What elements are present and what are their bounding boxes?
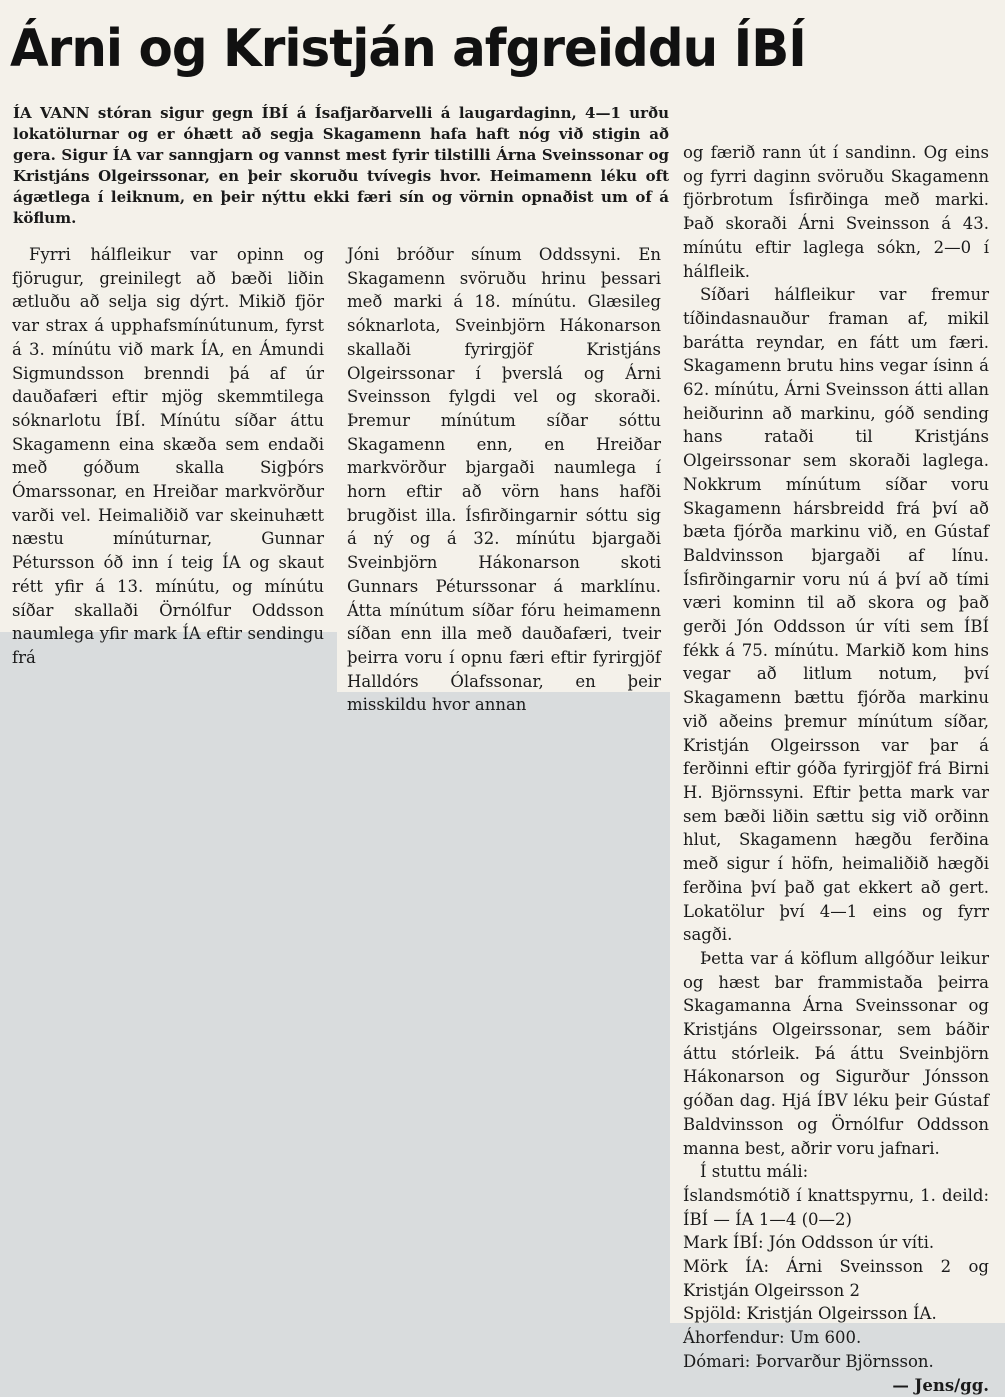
column-3-paragraph-3: Þetta var á köflum allgóður leikur og hæst bar frammistaða þeirra Skagamanna Árna Sveinssonar og Kristjáns Olgeirssonar, sem báðir áttu stórleik. Þá áttu Sveinbjörn Hákonarson og Sigurður Jónsson góðan dag. Hjá ÍBV léku þeir Gústaf Baldvinsson og Örnólfur Oddsson manna best, aðrir voru jafnari. (683, 948, 989, 1158)
headline: Árni og Kristján afgreiddu ÍBÍ (10, 19, 806, 79)
facts-league-result: Íslandsmótið í knattspyrnu, 1. deild: ÍBÍ — ÍA 1—4 (0—2) (683, 1185, 989, 1229)
column-2-text: Jóni bróður sínum Oddssyni. En Skagamenn svöruðu hrinu þessari með marki á 18. mínútu. Glæsileg sóknarlota, Sveinbjörn Hákonarson skallaði fyrirgjöf Kristjáns Olgeirssonar í þverslá og Árni Sveinsson fylgdi vel og skoraði. Þremur mínútum síðar sóttu Skagamenn enn, en Hreiðar markvörður bjargaði naumlega í horn eftir að vörn hans hafði brugðist illa. Ísfirðingarnir sóttu sig á ný og á 32. mínútu bjargaði Sveinbjörn Hákonarson skoti Gunnars Péturssonar á marklínu. Átta mínútum síðar fóru heimamenn síðan enn illa með dauðafæri, tveir þeirra voru í opnu færi eftir fyrirgjöf Halldórs Ólafssonar, en þeir misskildu hvor annan (347, 245, 661, 715)
column-1-text: Fyrri hálfleikur var opinn og fjörugur, greinilegt að bæði liðin ætluðu að selja sig dýrt. Mikið fjör var strax á upphafsmínútunum, fyrst á 3. mínútu við mark ÍA, en Ámundi Sigmundsson brenndi þá af úr dauðafæri eftir mjög skemmtilega sóknarlotu ÍBÍ. Mínútu síðar áttu Skagamenn eina skæða sem endaði með góðum skalla Sigþórs Ómarssonar, en Hreiðar markvörður varði vel. Heimaliðið var skeinuhætt næstu mínúturnar, Gunnar Pétursson óð inn í teig ÍA og skaut rétt yfir á 13. mínútu, og mínútu síðar skallaði Örnólfur Oddsson naumlega yfir mark ÍA eftir sendingu frá (12, 245, 324, 667)
facts-cards: Spjöld: Kristján Olgeirsson ÍA. (683, 1304, 937, 1324)
author-signature: — Jens/gg. (892, 1375, 989, 1395)
facts-goal-ibi: Mark ÍBÍ: Jón Oddsson úr víti. (683, 1233, 935, 1253)
facts-goals-ia: Mörk ÍA: Árni Sveinsson 2 og Kristján Olgeirsson 2 (683, 1257, 989, 1300)
facts-referee: Dómari: Þorvarður Björnsson. (683, 1351, 934, 1371)
facts-attendance: Áhorfendur: Um 600. (683, 1328, 862, 1348)
match-facts-box (683, 1160, 989, 1397)
article-column-3 (683, 141, 989, 1397)
facts-intro: Í stuttu máli: (700, 1162, 809, 1182)
column-3-paragraph-2: Síðari hálfleikur var fremur tíðindasnauður framan af, mikil barátta reyndar, en fátt um færi. Skagamenn brutu hins vegar ísinn á 62. mínútu, Árni Sveinsson átti allan heiðurinn að markinu, góð sending hans rataði til Kristjáns Olgeirssonar sem skoraði laglega. Nokkrum mínútum síðar voru Skagamenn hársbreidd frá því að bæta fjórða markinu við, en Gústaf Baldvinsson bjargaði af línu. Ísfirðingarnir voru nú á því að tími væri kominn til að skora og það gerði Jón Oddsson úr víti sem ÍBÍ fékk á 75. mínútu. Markið kom hins vegar að litlum notum, því Skagamenn bættu fjórða markinu við aðeins þremur mínútum síðar, Kristján Olgeirsson var þar á ferðinni eftir góða fyrirgjöf frá Birni H. Björnssyni. Eftir þetta mark var sem bæði liðin sættu sig við orðinn hlut, Skagamenn hægðu ferðina með sigur í höfn, heimaliðið hægði ferðina því það gat ekkert að gert. Lokatölur því 4—1 eins og fyrr sagði. (683, 285, 989, 945)
article-column-2 (347, 243, 661, 717)
column-3-paragraph-1: og færið rann út í sandinn. Og eins og fyrri daginn svöruðu Skagamenn fjörbrotum Ísfirðinga með marki. Það skoraði Árni Sveinsson á 43. mínútu eftir laglega sókn, 2—0 í hálfleik. (683, 143, 989, 281)
article-column-1 (12, 243, 324, 670)
lead-paragraph: ÍA VANN stóran sigur gegn ÍBÍ á Ísafjarðarvelli á laugardaginn, 4—1 urðu lokatölurnar og er óhætt að segja Skagamenn hafa haft nóg við stigin að gera. Sigur ÍA var sanngjarn og vannst mest fyrir tilstilli Árna Sveinssonar og Kristjáns Olgeirssonar, en þeir skoruðu tvívegis hvor. Heimamenn léku oft ágætlega í leiknum, en þeir nýttu ekki færi sín og vörnin opnaðist um of á köflum. (13, 104, 669, 227)
